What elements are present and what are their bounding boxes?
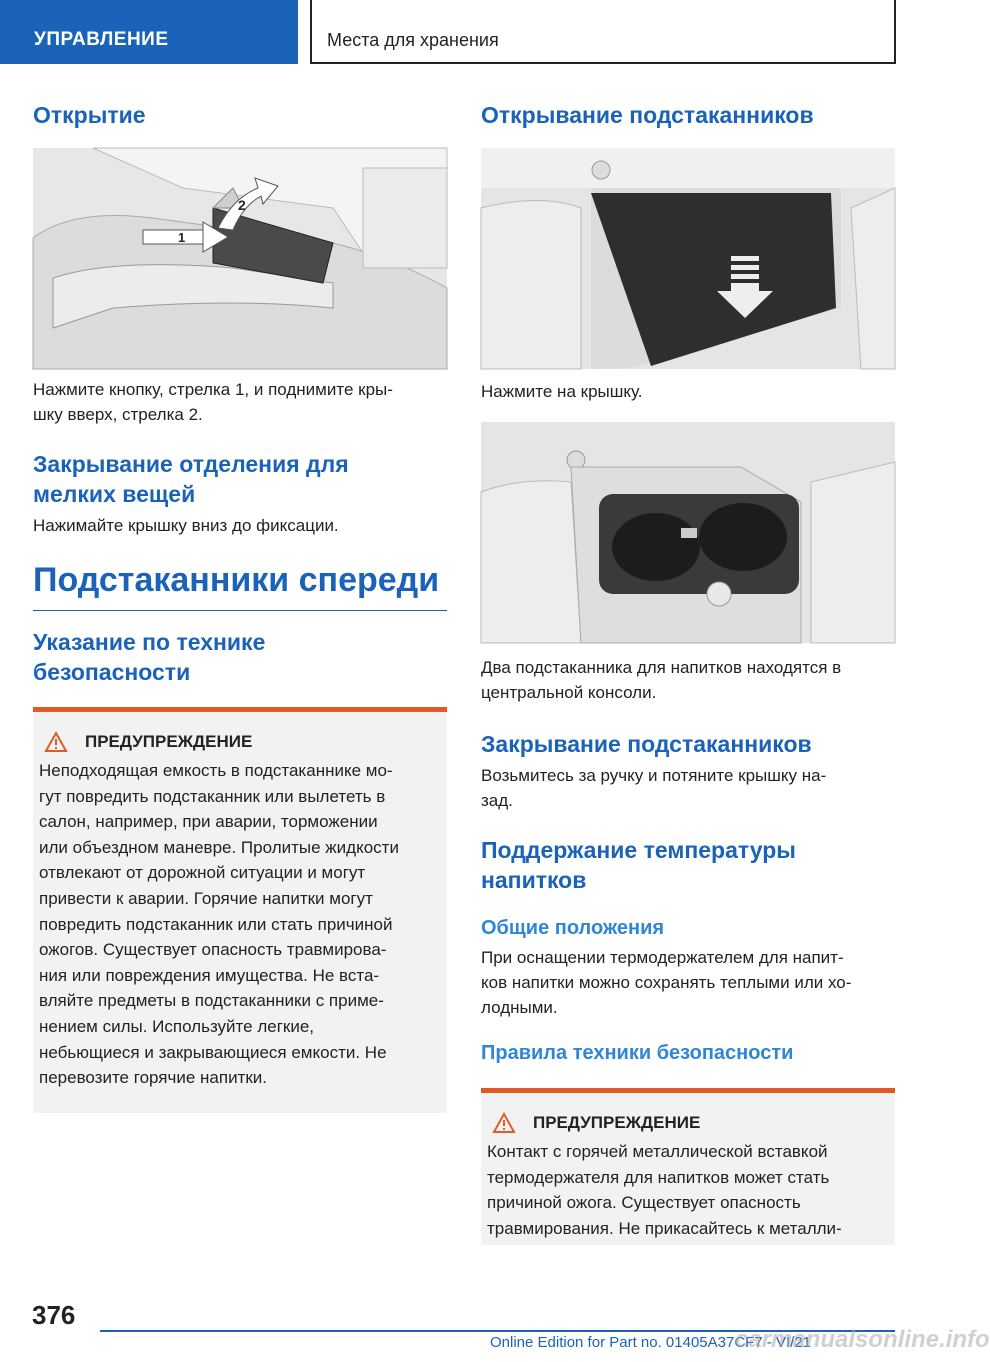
page-number: 376 [32, 1300, 76, 1330]
rules-heading: Правила техники безопасности [481, 1042, 794, 1064]
warning-title-right: ПРЕДУПРЕЖДЕНИЕ [487, 1113, 889, 1133]
general-heading: Общие положения [481, 917, 665, 939]
edition-text: Online Edition for Part no. 01405A37CF7 - VI/21 [490, 1334, 812, 1351]
closing-heading: Закрывание отделения для мелких вещей [33, 451, 349, 507]
general-text: При оснащении термодержателем для напит- ков напитки можно сохранять теплыми или хо- лодными. [481, 948, 852, 1017]
two-cupholders-text: Два подстаканника для напитков находятся в центральной консоли. [481, 658, 842, 702]
open-cupholders-heading: Открывание подстаканников [481, 102, 814, 128]
warning-box-left [33, 707, 447, 1113]
warning-triangle-icon [493, 1113, 515, 1133]
warning-text-right: Контакт с горячей металлической вставкой термодержателя для напитков может стать причиной ожога. Существует опасность травмирования. Не прикасайтесь к металли- [487, 1142, 842, 1238]
press-cover-text: Нажмите на крышку. [481, 382, 643, 401]
cupholders-heading: Подстаканники спереди [33, 560, 447, 611]
close-cupholders-heading: Закрывание подстаканников [481, 731, 812, 757]
chapter-title: Места для хранения [327, 30, 499, 50]
warning-box-right [481, 1088, 895, 1245]
safety-heading: Указание по технике безопасности [33, 629, 266, 685]
left-column [33, 100, 447, 1113]
right-column [481, 100, 895, 1245]
opening-instruction: Нажмите кнопку, стрелка 1, и поднимите кры- шку вверх, стрелка 2. [33, 380, 393, 424]
armrest-opening-image [33, 148, 447, 369]
close-cupholders-text: Возьмитесь за ручку и потяните крышку на- зад. [481, 766, 827, 810]
section-tab-label: УПРАВЛЕНИЕ [34, 29, 169, 50]
cupholders-open-image [481, 422, 895, 643]
temperature-heading: Поддержание температуры напитков [481, 837, 796, 893]
arrow-1-label: 1 [178, 230, 186, 245]
warning-triangle-icon [45, 732, 67, 752]
opening-heading: Открытие [33, 102, 146, 128]
chapter-header [310, 0, 896, 64]
closing-instruction: Нажимайте крышку вниз до фиксации. [33, 516, 339, 535]
section-tab[interactable] [0, 0, 298, 64]
warning-text-left: Неподходящая емкость в подстаканнике мо- гут повредить подстаканник или вылететь в салон, например, при аварии, торможении или объездном маневре. Пролитые жидкости отвлекают от дорожной ситуации и могут привести к аварии. Горячие напитки могут повредить подстаканник или стать причиной ожогов. Существует опасность травмирова- ния или повреждения имущества. Не вста- вляйте предметы в подстаканники с приме- нением силы. Используйте легкие, небьющиеся и закрывающиеся емкости. Не перевозите горячие напитки. [39, 761, 399, 1088]
watermark: carmanualsonline.info [735, 1326, 990, 1353]
arrow-2-label: 2 [238, 197, 246, 213]
warning-title-left: ПРЕДУПРЕЖДЕНИЕ [39, 732, 441, 752]
cupholder-cover-image [481, 148, 895, 369]
